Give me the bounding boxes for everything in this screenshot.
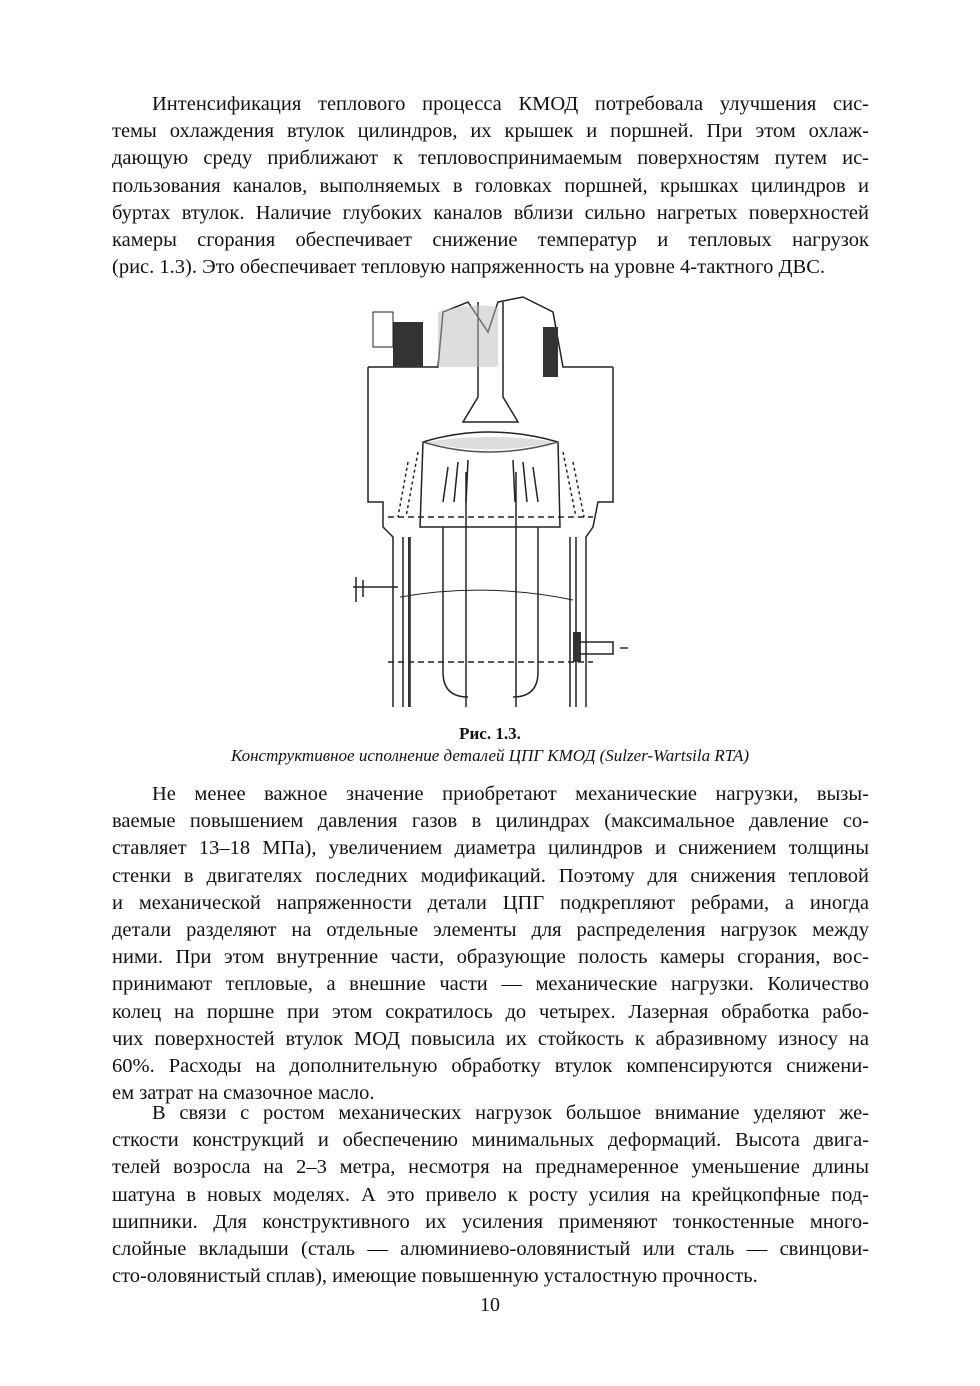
text-line: стенки в двигателях последних модификаций. Поэтому для снижения тепловой xyxy=(112,864,869,887)
text-line: ем затрат на смазочное масло. xyxy=(112,1082,375,1105)
text-line: принимают тепловые, а внешние части — механические нагрузки. Количество xyxy=(112,973,869,996)
paragraph-1 xyxy=(112,91,869,281)
text-line: колец на поршне при этом сократилось до четырех. Лазерная обработка рабо- xyxy=(112,1000,869,1023)
text-line: (рис. 1.3). Это обеспечивает тепловую напряженность на уровне 4-тактного ДВС. xyxy=(112,256,825,279)
text-line: пользования каналов, выполняемых в головках поршней, крышках цилиндров и xyxy=(112,174,869,197)
paragraph-2 xyxy=(112,781,869,1107)
text-line: слойные вкладыши (сталь — алюминиево-оловянистый или сталь — свинцови- xyxy=(112,1237,869,1260)
text-line: Интенсификация теплового процесса КМОД потребовала улучшения сис- xyxy=(152,93,869,115)
page-number: 10 xyxy=(480,1294,500,1316)
text-line: дающую среду приближают к тепловоспринимаемым поверхностям путем ис- xyxy=(112,147,869,170)
text-line: телей возросла на 2–3 метра, несмотря на преднамеренное уменьшение длины xyxy=(112,1156,869,1179)
text-line: буртах втулок. Наличие глубоких каналов вблизи сильно нагретых поверхностей xyxy=(112,201,869,224)
text-line: Не менее важное значение приобретают механические нагрузки, вызы- xyxy=(152,783,869,805)
text-line: детали разделяют на отдельные элементы для распределения нагрузок между xyxy=(112,918,869,941)
figure-title: Рис. 1.3. xyxy=(459,724,521,743)
text-line: 60%. Расходы на дополнительную обработку втулок компенсируются снижени- xyxy=(112,1054,869,1077)
text-line: темы охлаждения втулок цилиндров, их крышек и поршней. При этом охлаж- xyxy=(112,120,869,143)
cylinder-cross-section-drawing xyxy=(348,292,633,707)
text-line: шипники. Для конструктивного их усиления применяют тонкостенные много- xyxy=(112,1210,869,1233)
figure-caption: Конструктивное исполнение деталей ЦПГ КМОД (Sulzer-Wartsila RTA) xyxy=(230,746,750,765)
text-line: шатуна в новых моделях. А это привело к росту усилия на крейцкопфные под- xyxy=(112,1183,869,1206)
text-line: ставляет 13–18 МПа), увеличением диаметра цилиндров и снижением толщины xyxy=(112,837,869,860)
text-line: сткости конструкций и обеспечению минимальных деформаций. Высота двига- xyxy=(112,1129,869,1152)
text-line: В связи с ростом механических нагрузок большое внимание уделяют же- xyxy=(152,1102,869,1124)
paragraph-3 xyxy=(112,1100,869,1290)
text-line: ними. При этом внутренние части, образующие полость камеры сгорания, вос- xyxy=(112,946,869,969)
text-line: камеры сгорания обеспечивает снижение температур и тепловых нагрузок xyxy=(112,228,869,251)
text-line: сто-оловянистый сплав), имеющие повышенную усталостную прочность. xyxy=(112,1265,758,1288)
text-line: чих поверхностей втулок МОД повысила их стойкость к абразивному износу на xyxy=(112,1027,869,1050)
text-line: и механической напряженности детали ЦПГ подкрепляют ребрами, а иногда xyxy=(112,891,869,914)
text-line: ваемые повышением давления газов в цилиндрах (максимальное давление со- xyxy=(112,810,869,833)
figure-engine-cylinder-section xyxy=(348,292,633,707)
